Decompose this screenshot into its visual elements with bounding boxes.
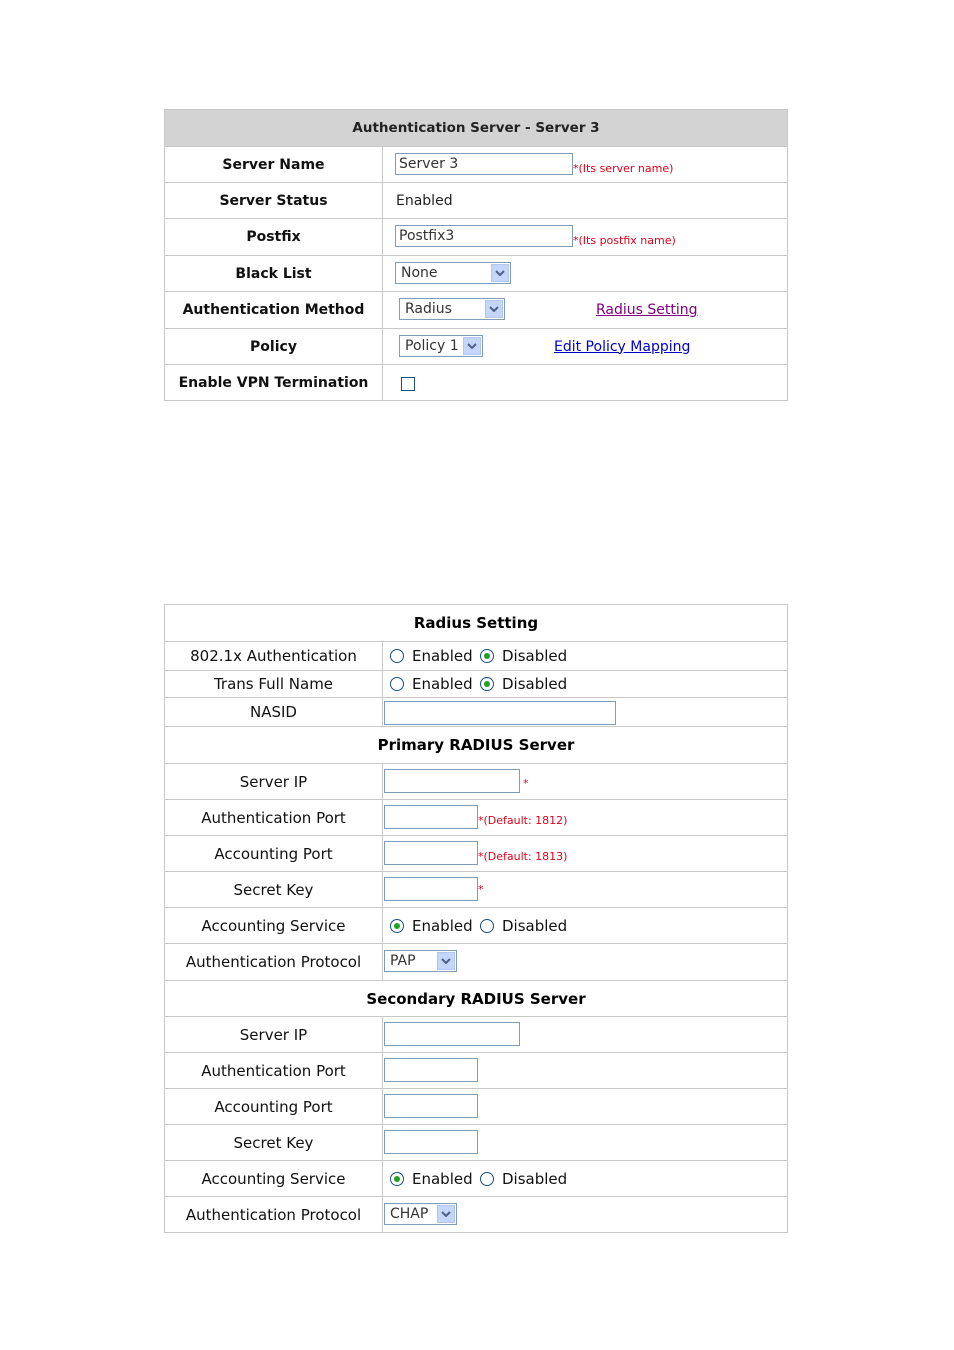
trans-full-name-enabled-label: Enabled (412, 675, 473, 693)
dot1x-disabled-radio[interactable] (480, 649, 494, 663)
dot1x-label: 802.1x Authentication (165, 642, 383, 670)
postfix-label: Postfix (165, 219, 383, 255)
secondary-acct-service-label: Accounting Service (165, 1161, 383, 1196)
secondary-acct-enabled-label: Enabled (412, 1169, 473, 1188)
secondary-acct-disabled-radio[interactable] (480, 1172, 494, 1186)
primary-acct-service-label: Accounting Service (165, 908, 383, 943)
nasid-input[interactable] (384, 701, 616, 725)
black-list-selected: None (401, 265, 438, 281)
policy-select[interactable] (399, 335, 483, 357)
primary-acct-port-note: *(Default: 1813) (478, 850, 568, 863)
auth-method-row (165, 292, 787, 329)
server-name-note: *(Its server name) (573, 162, 674, 175)
primary-acct-port-input[interactable] (384, 841, 478, 865)
server-status-row (165, 183, 787, 219)
radius-setting-link[interactable]: Radius Setting (596, 302, 698, 318)
primary-server-ip-input[interactable] (384, 769, 520, 793)
primary-secret-input[interactable] (384, 877, 478, 901)
primary-radius-title: Primary RADIUS Server (377, 736, 575, 754)
auth-method-label: Authentication Method (165, 292, 383, 328)
radius-setting-table (164, 604, 788, 1233)
auth-method-selected: Radius (405, 301, 452, 317)
auth-server-table (164, 109, 788, 401)
policy-row (165, 329, 787, 365)
dot1x-disabled-label: Disabled (502, 647, 568, 665)
secondary-auth-port-row (165, 1053, 787, 1089)
primary-server-ip-label: Server IP (165, 764, 383, 799)
secondary-auth-protocol-label: Authentication Protocol (165, 1197, 383, 1233)
secondary-radius-header (165, 981, 787, 1017)
secondary-secret-label: Secret Key (165, 1125, 383, 1160)
secondary-auth-protocol-row (165, 1197, 787, 1233)
secondary-server-ip-label: Server IP (165, 1017, 383, 1052)
chevron-down-icon[interactable] (437, 1205, 455, 1223)
primary-acct-service-row (165, 908, 787, 944)
secondary-acct-service-row (165, 1161, 787, 1197)
secondary-acct-port-row (165, 1089, 787, 1125)
secondary-server-ip-row (165, 1017, 787, 1053)
secondary-secret-row (165, 1125, 787, 1161)
primary-auth-protocol-label: Authentication Protocol (165, 944, 383, 980)
trans-full-name-disabled-label: Disabled (502, 675, 568, 693)
secondary-auth-protocol-select[interactable] (384, 1203, 457, 1225)
policy-selected: Policy 1 (405, 338, 459, 354)
postfix-input[interactable]: Postfix3 (395, 225, 573, 247)
policy-label: Policy (165, 329, 383, 364)
secondary-acct-enabled-radio[interactable] (390, 1172, 404, 1186)
primary-acct-port-label: Accounting Port (165, 836, 383, 871)
chevron-down-icon[interactable] (485, 300, 503, 318)
server-status-label: Server Status (165, 183, 383, 218)
postfix-note: *(Its postfix name) (573, 234, 676, 247)
primary-radius-header (165, 727, 787, 764)
secondary-auth-port-label: Authentication Port (165, 1053, 383, 1088)
trans-full-name-row (165, 671, 787, 698)
primary-acct-enabled-label: Enabled (412, 916, 473, 935)
dot1x-row (165, 642, 787, 671)
primary-auth-protocol-select[interactable] (384, 950, 457, 972)
dot1x-enabled-label: Enabled (412, 647, 473, 665)
secondary-radius-title: Secondary RADIUS Server (366, 989, 586, 1008)
trans-full-name-disabled-radio[interactable] (480, 677, 494, 691)
auth-server-title: Authentication Server - Server 3 (352, 120, 600, 136)
primary-auth-port-label: Authentication Port (165, 800, 383, 835)
primary-server-ip-note: * (523, 777, 529, 790)
primary-acct-disabled-radio[interactable] (480, 919, 494, 933)
radius-setting-header (165, 605, 787, 642)
edit-policy-mapping-link[interactable]: Edit Policy Mapping (554, 338, 691, 355)
vpn-termination-checkbox[interactable] (401, 377, 415, 391)
primary-auth-port-note: *(Default: 1812) (478, 814, 568, 827)
secondary-acct-port-input[interactable] (384, 1094, 478, 1118)
primary-secret-label: Secret Key (165, 872, 383, 907)
primary-auth-protocol-row (165, 944, 787, 981)
auth-server-header (165, 110, 787, 147)
secondary-secret-input[interactable] (384, 1130, 478, 1154)
trans-full-name-enabled-radio[interactable] (390, 677, 404, 691)
postfix-row (165, 219, 787, 256)
primary-auth-port-input[interactable] (384, 805, 478, 829)
black-list-label: Black List (165, 256, 383, 291)
secondary-auth-port-input[interactable] (384, 1058, 478, 1082)
primary-secret-note: * (478, 883, 484, 896)
vpn-termination-row (165, 365, 787, 401)
nasid-label: NASID (165, 698, 383, 726)
vpn-termination-label: Enable VPN Termination (165, 365, 383, 401)
primary-acct-port-row (165, 836, 787, 872)
primary-server-ip-row (165, 764, 787, 800)
secondary-auth-protocol-selected: CHAP (390, 1206, 429, 1222)
chevron-down-icon[interactable] (437, 952, 455, 970)
trans-full-name-label: Trans Full Name (165, 671, 383, 697)
server-name-row (165, 147, 787, 183)
primary-acct-disabled-label: Disabled (502, 916, 568, 935)
nasid-row (165, 698, 787, 727)
server-status-value: Enabled (396, 192, 453, 209)
dot1x-enabled-radio[interactable] (390, 649, 404, 663)
secondary-acct-port-label: Accounting Port (165, 1089, 383, 1124)
primary-auth-port-row (165, 800, 787, 836)
server-name-label: Server Name (165, 147, 383, 182)
primary-acct-enabled-radio[interactable] (390, 919, 404, 933)
primary-secret-row (165, 872, 787, 908)
black-list-row (165, 256, 787, 292)
primary-auth-protocol-selected: PAP (390, 953, 416, 969)
secondary-server-ip-input[interactable] (384, 1022, 520, 1046)
chevron-down-icon[interactable] (491, 264, 509, 282)
server-name-input[interactable]: Server 3 (395, 153, 573, 175)
secondary-acct-disabled-label: Disabled (502, 1169, 568, 1188)
auth-method-select[interactable] (399, 298, 505, 320)
radius-setting-title: Radius Setting (413, 614, 539, 632)
black-list-select[interactable] (395, 262, 511, 284)
chevron-down-icon[interactable] (463, 337, 481, 355)
